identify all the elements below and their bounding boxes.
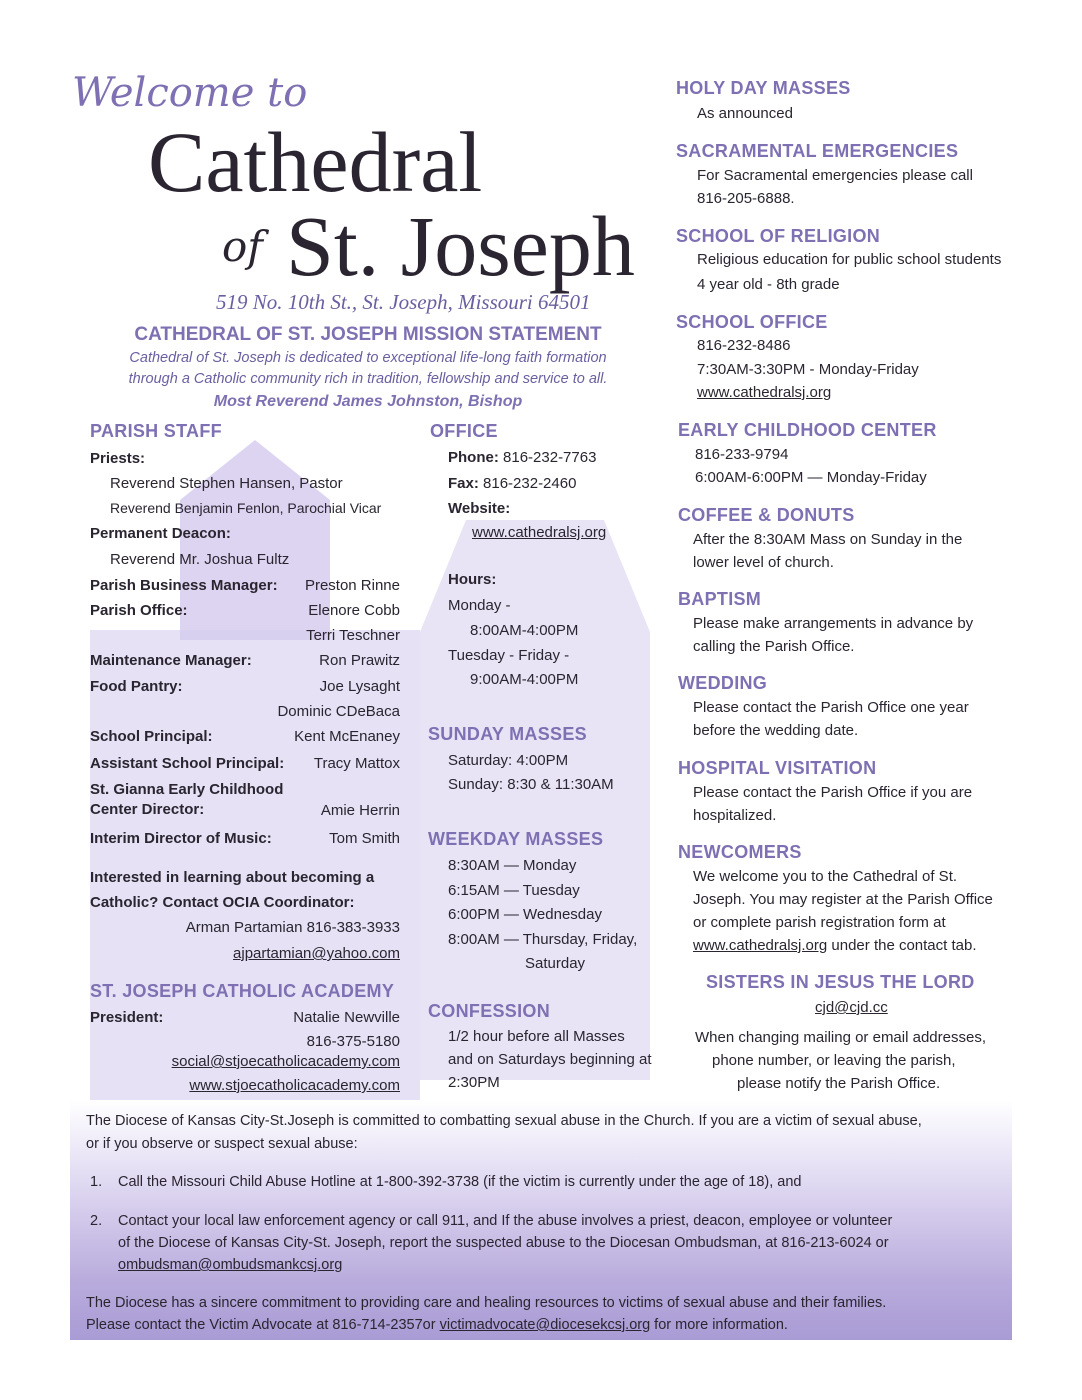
sunday-mass-line: Sunday: 8:30 & 11:30AM	[448, 776, 614, 793]
staff-label: Parish Office:	[90, 602, 188, 619]
priests-label: Priests:	[90, 450, 146, 467]
confession-line: 1/2 hour before all Masses	[448, 1028, 625, 1045]
sunday-mass-line: Saturday: 4:00PM	[448, 752, 569, 769]
weekday-mass-line: Saturday	[525, 955, 586, 972]
school-office-line: 7:30AM-3:30PM - Monday-Friday	[697, 361, 919, 378]
sisters-line: phone number, or leaving the parish,	[712, 1052, 956, 1069]
early-childhood-heading: EARLY CHILDHOOD CENTER	[678, 420, 937, 440]
president-name: Natalie Newville	[293, 1009, 400, 1026]
website-label: Website:	[448, 500, 511, 517]
office-phone	[448, 446, 596, 469]
school-religion-line: 4 year old - 8th grade	[697, 276, 840, 293]
hours-label: Hours:	[448, 571, 497, 588]
newcomers-website-link[interactable]: www.cathedralsj.org	[693, 937, 828, 954]
staff-name: Joe Lysaght	[319, 678, 400, 695]
phone-value: 816-232-7763	[503, 449, 597, 466]
weekday-mass-line: 8:30AM — Monday	[448, 857, 577, 874]
notice-item-1: Call the Missouri Child Abuse Hotline at 1-800-392-3738 (if the victim is currently under the age of 18), and	[118, 1174, 802, 1190]
notice-closing-2	[86, 1314, 788, 1337]
mission-line-1: Cathedral of St. Joseph is dedicated to exceptional life-long faith formation	[129, 350, 607, 366]
sisters-heading: SISTERS IN JESUS THE LORD	[706, 972, 975, 992]
welcome-script: Welcome to	[72, 70, 308, 116]
sacramental-line: For Sacramental emergencies please call	[697, 167, 973, 184]
school-religion-heading: SCHOOL OF RELIGION	[676, 226, 881, 246]
parish-staff-heading: PARISH STAFF	[90, 421, 222, 441]
office-website-link[interactable]: www.cathedralsj.org	[472, 524, 607, 541]
staff-label: Assistant School Principal:	[90, 755, 285, 772]
newcomers-line: We welcome you to the Cathedral of St.	[693, 868, 958, 885]
sisters-line: please notify the Parish Office.	[737, 1075, 941, 1092]
staff-name: Tracy Mattox	[313, 755, 400, 772]
hours-line: 9:00AM-4:00PM	[470, 671, 579, 688]
holy-day-line: As announced	[697, 105, 793, 122]
confession-line: and on Saturdays beginning at	[448, 1051, 652, 1068]
hospital-line: hospitalized.	[693, 807, 777, 824]
closing-text-end: for more information.	[650, 1317, 788, 1333]
title-st-joseph: St. Joseph	[286, 198, 635, 294]
notice-item-2-number: 2.	[90, 1213, 103, 1229]
staff-name: Elenore Cobb	[308, 602, 400, 619]
victim-advocate-email-link[interactable]: victimadvocate@diocesekcsj.org	[439, 1317, 651, 1333]
notice-closing-1: The Diocese has a sincere commitment to providing care and healing resources to victims of sexual abuse and their families.	[86, 1295, 887, 1311]
ombudsman-email-link[interactable]: ombudsman@ombudsmankcsj.org	[118, 1257, 343, 1273]
wedding-line: Please contact the Parish Office one year	[693, 699, 969, 716]
newcomers-line: or complete parish registration form at	[693, 914, 946, 931]
coffee-line: lower level of church.	[693, 554, 834, 571]
mission-line-2: through a Catholic community rich in tradition, fellowship and service to all.	[128, 371, 608, 387]
deacon: Reverend Mr. Joshua Fultz	[110, 551, 290, 568]
hours-line: 8:00AM-4:00PM	[470, 622, 579, 639]
academy-heading: ST. JOSEPH CATHOLIC ACADEMY	[90, 981, 395, 1001]
notice-item-1-number: 1.	[90, 1174, 103, 1190]
notice-intro-1: The Diocese of Kansas City-St.Joseph is committed to combatting sexual abuse in the Church. If you are a victim of sexual abuse,	[86, 1113, 922, 1129]
phone-label: Phone:	[448, 449, 499, 466]
ocia-line-1: Interested in learning about becoming a	[90, 869, 375, 886]
academy-website-link[interactable]: www.stjoecatholicacademy.com	[189, 1077, 400, 1094]
early-childhood-line: 6:00AM-6:00PM — Monday-Friday	[695, 469, 927, 486]
baptism-line: calling the Parish Office.	[693, 638, 855, 655]
staff-name: Preston Rinne	[304, 577, 400, 594]
fax-label: Fax:	[448, 475, 479, 492]
staff-label: St. Gianna Early Childhood	[90, 781, 284, 798]
closing-text: Please contact the Victim Advocate at 816-714-2357or	[86, 1317, 440, 1333]
ocia-line-2: Catholic? Contact OCIA Coordinator:	[90, 894, 355, 911]
hours-line: Tuesday - Friday -	[448, 647, 570, 664]
early-childhood-line: 816-233-9794	[695, 446, 789, 463]
newcomers-line-end: under the contact tab.	[831, 937, 977, 954]
newcomers-line	[693, 934, 977, 957]
notice-intro-2: or if you observe or suspect sexual abuse:	[86, 1136, 358, 1152]
school-office-line: 816-232-8486	[697, 337, 791, 354]
fax-value: 816-232-2460	[483, 475, 577, 492]
staff-label: Interim Director of Music:	[90, 830, 272, 847]
school-office-heading: SCHOOL OFFICE	[676, 312, 828, 332]
coffee-line: After the 8:30AM Mass on Sunday in the	[693, 531, 963, 548]
mission-statement	[60, 324, 676, 414]
holy-day-heading: HOLY DAY MASSES	[676, 78, 851, 98]
hours-line: Monday -	[448, 597, 511, 614]
staff-label: School Principal:	[90, 728, 213, 745]
bishop: Most Reverend James Johnston, Bishop	[213, 393, 523, 410]
address: 519 No. 10th St., St. Joseph, Missouri 64501	[216, 290, 591, 314]
ocia-email-link[interactable]: ajpartamian@yahoo.com	[233, 945, 400, 962]
hospital-line: Please contact the Parish Office if you are	[693, 784, 973, 801]
school-religion-line: Religious education for public school students	[697, 251, 1002, 268]
baptism-line: Please make arrangements in advance by	[693, 615, 974, 632]
title-cathedral: Cathedral	[148, 114, 483, 210]
priest-2: Reverend Benjamin Fenlon, Parochial Vicar	[110, 500, 382, 516]
deacon-label: Permanent Deacon:	[90, 525, 231, 542]
weekday-mass-line: 8:00AM — Thursday, Friday,	[448, 931, 638, 948]
priest-1: Reverend Stephen Hansen, Pastor	[110, 475, 343, 492]
confession-line: 2:30PM	[448, 1074, 500, 1091]
staff-name: Amie Herrin	[320, 802, 400, 819]
wedding-heading: WEDDING	[678, 673, 768, 693]
president-label: President:	[90, 1009, 164, 1026]
notice-item-2-line-1: Contact your local law enforcement agency or call 911, and If the abuse involves a priest, deacon, employee or volunteer	[118, 1213, 893, 1229]
weekday-masses-heading: WEEKDAY MASSES	[428, 829, 604, 849]
staff-name: Dominic CDeBaca	[277, 703, 400, 720]
staff-name: Kent McEnaney	[294, 728, 400, 745]
sunday-masses-heading: SUNDAY MASSES	[428, 724, 587, 744]
weekday-mass-line: 6:00PM — Wednesday	[448, 906, 602, 923]
notice-item-2-line-2: of the Diocese of Kansas City-St. Joseph, report the suspected abuse to the Diocesan Ombudsman, at 816-213-6024 or	[118, 1235, 889, 1251]
staff-name: Ron Prawitz	[319, 652, 400, 669]
title-of: of	[222, 222, 263, 271]
staff-label: Maintenance Manager:	[90, 652, 252, 669]
academy-phone: 816-375-5180	[306, 1033, 400, 1050]
confession-heading: CONFESSION	[428, 1001, 551, 1021]
newcomers-line: Joseph. You may register at the Parish Office	[693, 891, 993, 908]
sacramental-heading: SACRAMENTAL EMERGENCIES	[676, 141, 959, 161]
wedding-line: before the wedding date.	[693, 722, 859, 739]
staff-name: Tom Smith	[329, 830, 400, 847]
office-heading: OFFICE	[430, 421, 498, 441]
sisters-email-link[interactable]: cjd@cjd.cc	[815, 999, 888, 1016]
coffee-heading: COFFEE & DONUTS	[678, 505, 855, 525]
newcomers-heading: NEWCOMERS	[678, 842, 802, 862]
staff-label: Food Pantry:	[90, 678, 183, 695]
staff-label: Center Director:	[90, 801, 205, 818]
ocia-contact: Arman Partamian 816-383-3933	[185, 919, 400, 936]
school-office-website-link[interactable]: www.cathedralsj.org	[697, 384, 832, 401]
weekday-mass-line: 6:15AM — Tuesday	[448, 882, 580, 899]
staff-label: Parish Business Manager:	[90, 577, 278, 594]
sacramental-line: 816-205-6888.	[697, 190, 795, 207]
office-fax	[448, 472, 576, 495]
hospital-heading: HOSPITAL VISITATION	[678, 758, 877, 778]
staff-name: Terri Teschner	[306, 627, 400, 644]
sisters-line: When changing mailing or email addresses,	[695, 1029, 986, 1046]
academy-email-link[interactable]: social@stjoecatholicacademy.com	[171, 1053, 400, 1070]
baptism-heading: BAPTISM	[678, 589, 762, 609]
mission-heading: CATHEDRAL OF ST. JOSEPH MISSION STATEMENT	[134, 324, 602, 345]
